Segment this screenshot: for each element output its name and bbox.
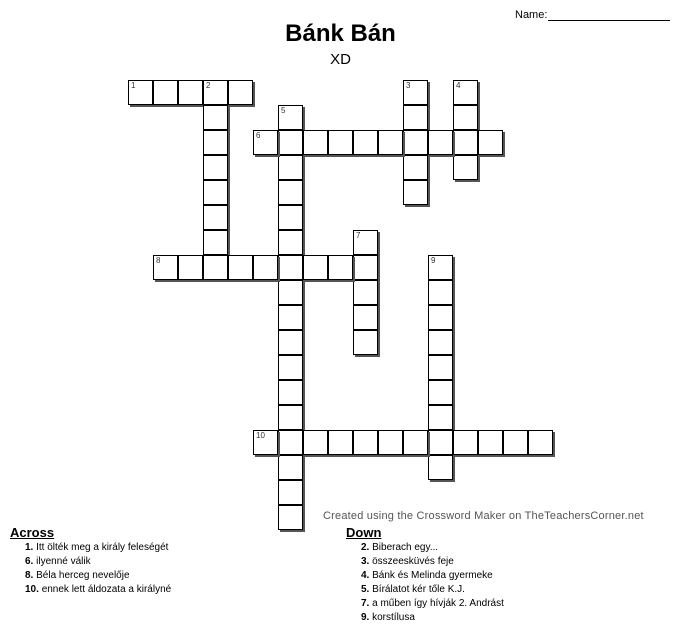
grid-cell[interactable] (353, 305, 378, 330)
grid-cell[interactable] (278, 255, 303, 280)
clue-number: 10. (25, 584, 39, 595)
grid-cell[interactable] (203, 80, 228, 105)
grid-cell[interactable] (353, 230, 378, 255)
cell-number: 3 (406, 81, 411, 90)
grid-cell[interactable] (278, 330, 303, 355)
grid-cell[interactable] (278, 155, 303, 180)
grid-cell[interactable] (278, 180, 303, 205)
grid-cell[interactable] (278, 280, 303, 305)
grid-cell[interactable] (353, 330, 378, 355)
grid-cell[interactable] (203, 130, 228, 155)
grid-cell[interactable] (428, 430, 453, 455)
grid-cell[interactable] (203, 255, 228, 280)
grid-cell[interactable] (528, 430, 553, 455)
grid-cell[interactable] (278, 355, 303, 380)
down-heading: Down (346, 525, 382, 540)
grid-cell[interactable] (503, 430, 528, 455)
down-clues (346, 525, 504, 625)
clue-text: Bírálatot kér tőle K.J. (372, 584, 465, 595)
grid-cell[interactable] (278, 405, 303, 430)
name-label: Name: (515, 9, 548, 21)
clue-text: Biberach egy... (372, 542, 439, 553)
grid-cell[interactable] (203, 180, 228, 205)
clue-number: 3. (361, 556, 370, 567)
cell-number: 4 (456, 81, 461, 90)
grid-cell[interactable] (353, 280, 378, 305)
clue-text: Béla herceg nevelője (36, 570, 130, 581)
clue-text: összeesküvés feje (372, 556, 454, 567)
cell-number: 1 (131, 81, 136, 90)
grid-cell[interactable] (403, 80, 428, 105)
grid-cell[interactable] (478, 130, 503, 155)
grid-cell[interactable] (228, 255, 253, 280)
cell-number: 5 (281, 106, 286, 115)
grid-cell[interactable] (253, 255, 278, 280)
grid-cell[interactable] (278, 305, 303, 330)
grid-cell[interactable] (303, 430, 328, 455)
grid-cell[interactable] (303, 255, 328, 280)
grid-cell[interactable] (453, 80, 478, 105)
grid-cell[interactable] (203, 155, 228, 180)
grid-cell[interactable] (153, 255, 178, 280)
cell-number: 6 (256, 131, 261, 140)
grid-cell[interactable] (403, 130, 428, 155)
grid-cell[interactable] (378, 130, 403, 155)
grid-cell[interactable] (178, 255, 203, 280)
down-list (346, 541, 504, 625)
clue-number: 9. (361, 612, 370, 623)
clue-text: a műben így hívják 2. Andrást (372, 598, 504, 609)
grid-cell[interactable] (203, 105, 228, 130)
clue-text: Itt ölték meg a király feleségét (36, 542, 169, 553)
clue-item (346, 541, 504, 555)
grid-cell[interactable] (428, 330, 453, 355)
grid-cell[interactable] (328, 430, 353, 455)
clue-text: ilyenné válik (36, 556, 91, 567)
grid-cell[interactable] (278, 455, 303, 480)
clue-text: ennek lett áldozata a királyné (41, 584, 172, 595)
grid-cell[interactable] (328, 255, 353, 280)
cell-number: 10 (256, 431, 265, 440)
clue-item (10, 555, 171, 569)
clue-number: 4. (361, 570, 370, 581)
grid-cell[interactable] (278, 205, 303, 230)
clue-item (346, 569, 504, 583)
grid-cell[interactable] (303, 130, 328, 155)
clue-item (10, 541, 171, 555)
page-title: Bánk Bán (285, 20, 396, 47)
grid-cell[interactable] (428, 455, 453, 480)
clue-item (10, 583, 171, 597)
clue-item (346, 611, 504, 625)
grid-cell[interactable] (403, 430, 428, 455)
grid-cell[interactable] (428, 130, 453, 155)
grid-cell[interactable] (253, 130, 278, 155)
grid-cell[interactable] (428, 280, 453, 305)
grid-cell[interactable] (428, 305, 453, 330)
grid-cell[interactable] (278, 380, 303, 405)
grid-cell[interactable] (478, 430, 503, 455)
grid-cell[interactable] (153, 80, 178, 105)
clue-number: 8. (25, 570, 34, 581)
clue-item (346, 583, 504, 597)
grid-cell[interactable] (278, 505, 303, 530)
grid-cell[interactable] (353, 430, 378, 455)
grid-cell[interactable] (278, 130, 303, 155)
grid-cell[interactable] (278, 105, 303, 130)
grid-cell[interactable] (328, 130, 353, 155)
grid-cell[interactable] (128, 80, 153, 105)
grid-cell[interactable] (278, 430, 303, 455)
grid-cell[interactable] (203, 230, 228, 255)
grid-cell[interactable] (353, 255, 378, 280)
clue-number: 1. (25, 542, 34, 553)
grid-cell[interactable] (253, 430, 278, 455)
grid-cell[interactable] (453, 430, 478, 455)
cell-number: 7 (356, 231, 361, 240)
clue-number: 6. (25, 556, 34, 567)
grid-cell[interactable] (428, 405, 453, 430)
clue-number: 7. (361, 598, 370, 609)
grid-cell[interactable] (428, 255, 453, 280)
across-list (10, 541, 171, 597)
grid-cell[interactable] (278, 480, 303, 505)
grid-cell[interactable] (428, 355, 453, 380)
cell-number: 2 (206, 81, 211, 90)
clue-item (346, 555, 504, 569)
grid-cell[interactable] (453, 105, 478, 130)
grid-cell[interactable] (203, 205, 228, 230)
clue-item (346, 597, 504, 611)
grid-cell[interactable] (453, 130, 478, 155)
grid-cell[interactable] (278, 230, 303, 255)
grid-cell[interactable] (378, 430, 403, 455)
clue-item (10, 569, 171, 583)
across-clues (10, 525, 171, 597)
grid-cell[interactable] (178, 80, 203, 105)
clue-number: 5. (361, 584, 370, 595)
grid-cell[interactable] (403, 180, 428, 205)
grid-cell[interactable] (228, 80, 253, 105)
clue-text: Bánk és Melinda gyermeke (372, 570, 493, 581)
clue-number: 2. (361, 542, 370, 553)
credit-text: Created using the Crossword Maker on TheTeachersCorner.net (323, 510, 644, 522)
cell-number: 9 (431, 256, 436, 265)
grid-cell[interactable] (403, 155, 428, 180)
across-heading: Across (10, 525, 55, 540)
grid-cell[interactable] (353, 130, 378, 155)
grid-cell[interactable] (428, 380, 453, 405)
cell-number: 8 (156, 256, 161, 265)
grid-cell[interactable] (403, 105, 428, 130)
clue-text: korstílusa (372, 612, 415, 623)
page-subtitle: XD (330, 51, 351, 68)
grid-cell[interactable] (453, 155, 478, 180)
